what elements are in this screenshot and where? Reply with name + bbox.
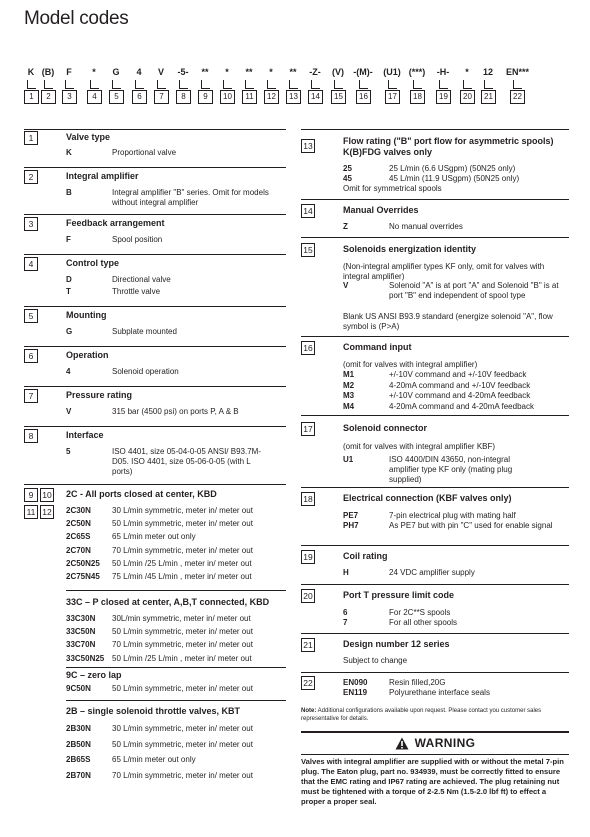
option-desc: ISO 4400/DIN 43650, non-integral amplifier type KF only (mating plug supplied) [389, 455, 513, 484]
bracket-connector [112, 80, 121, 89]
section-heading: Operation [66, 350, 109, 360]
option-code: M1 [343, 370, 355, 379]
divider [301, 129, 569, 130]
bracket-connector [135, 80, 144, 89]
option-desc: 70 L/min symmetric, meter in/ meter out [112, 545, 253, 555]
code-letter: * [92, 67, 96, 77]
divider [24, 254, 286, 255]
divider [66, 667, 286, 668]
divider [301, 336, 569, 337]
code-letter: (U1) [383, 67, 401, 77]
divider [301, 545, 569, 546]
model-code-position [456, 66, 478, 101]
section-heading: 2C - All ports closed at center, KBD [66, 489, 217, 499]
bracket-connector [484, 80, 493, 89]
section-number: 1 [24, 131, 38, 145]
model-code-position [194, 66, 216, 101]
divider [301, 415, 569, 416]
code-letter: ** [245, 67, 253, 77]
bracket-connector [201, 80, 210, 89]
section-heading: Interface [66, 430, 104, 440]
code-position-number: 16 [356, 90, 371, 104]
section-number: 14 [301, 204, 315, 218]
option-code: 2B30N [66, 724, 91, 733]
code-letter: G [112, 67, 120, 77]
section-heading: Feedback arrangement [66, 218, 165, 228]
option-desc: Proportional valve [112, 148, 177, 157]
option-code: V [343, 281, 349, 290]
option-desc: As PE7 but with pin "C" used for enable signal [389, 521, 553, 530]
section-number: 7 [24, 389, 38, 403]
section-number: 8 [24, 429, 38, 443]
option-code: B [66, 188, 72, 197]
option-desc: 50 L/min symmetric, meter in/ meter out [112, 739, 253, 749]
option-code: 5 [66, 447, 71, 456]
section-number: 17 [301, 422, 315, 436]
option-code: PH7 [343, 521, 359, 530]
divider [66, 700, 286, 701]
option-code: PE7 [343, 511, 359, 520]
section-heading: Port T pressure limit code [343, 590, 455, 600]
option-code: 2C70N [66, 545, 91, 555]
code-position-number: 18 [410, 90, 425, 104]
model-code-position [327, 66, 349, 101]
section-number: 4 [24, 257, 38, 271]
option-code: F [66, 235, 71, 244]
code-position-number: 12 [264, 90, 279, 104]
footnote-label: Note: [301, 708, 317, 714]
code-letter: -(M)- [353, 67, 373, 77]
model-code-position [105, 66, 127, 101]
option-code: M3 [343, 391, 355, 400]
option-desc: 30L/min symmetric, meter in/ meter out [112, 614, 251, 623]
option-code: 2C75N45 [66, 572, 100, 581]
code-position-number: 9 [198, 90, 213, 104]
code-position-number: 5 [109, 90, 124, 104]
bracket-connector [27, 80, 36, 89]
section-heading: Manual Overrides [343, 205, 419, 215]
option-code: 2B65S [66, 755, 91, 764]
section-number: 6 [24, 349, 38, 363]
code-letter: * [465, 67, 469, 77]
option-code: K [66, 148, 72, 157]
code-position-number: 19 [436, 90, 451, 104]
section-heading: Command input [343, 342, 412, 352]
option-code: 25 [343, 164, 352, 173]
code-letter: EN*** [506, 67, 530, 77]
section-number: 2 [24, 170, 38, 184]
model-code-position [172, 66, 194, 101]
section-number: 9 [24, 488, 38, 502]
code-letter: (V) [332, 67, 344, 77]
option-desc: 65 L/min meter out only [112, 755, 196, 764]
code-position-number: 2 [41, 90, 56, 104]
option-desc: For all other spools [389, 618, 458, 627]
code-letter: * [225, 67, 229, 77]
option-code: D [66, 275, 72, 284]
bracket-connector [439, 80, 448, 89]
option-desc: 75 L/min /45 L/min , meter in/ meter out [112, 572, 252, 581]
model-code-position [432, 66, 454, 101]
section-heading: Solenoids energization identity [343, 244, 477, 254]
section-heading: Electrical connection (KBF valves only) [343, 493, 512, 503]
divider [301, 633, 569, 634]
model-code-position [282, 66, 304, 101]
code-position-number: 21 [481, 90, 496, 104]
option-desc: 4-20mA command and 4-20mA feedback [389, 401, 534, 411]
option-code: 9C50N [66, 684, 91, 693]
divider [301, 199, 569, 200]
option-desc: 30 L/min symmetric, meter in/ meter out [112, 506, 253, 515]
divider [24, 129, 286, 130]
option-code: 4 [66, 367, 71, 376]
option-desc: Throttle valve [112, 287, 161, 296]
bracket-connector [65, 80, 74, 89]
model-code-position [58, 66, 80, 101]
option-desc: ISO 4401, size 05-04-0-05 ANSI/ B93.7M-D05. ISO 4401, size 05-06-0-05 (with L ports) [112, 447, 261, 476]
bracket-connector [179, 80, 188, 89]
section-number: 12 [40, 505, 54, 519]
model-code-position [128, 66, 150, 101]
option-desc: Solenoid operation [112, 367, 179, 376]
model-code-position [304, 66, 326, 101]
model-code-position [260, 66, 282, 101]
option-code: G [66, 327, 73, 336]
section-subtext: Subject to change [343, 656, 408, 665]
option-code: EN119 [343, 688, 368, 697]
option-desc: Polyurethane interface seals [389, 688, 490, 697]
option-desc: 50 L/min symmetric, meter in/ meter out [112, 519, 253, 529]
bracket-connector [311, 80, 320, 89]
option-code: 2C50N [66, 519, 91, 529]
section-number: 3 [24, 217, 38, 231]
model-code-position [381, 66, 403, 101]
divider [301, 672, 569, 673]
code-position-number: 15 [331, 90, 346, 104]
section-heading: Integral amplifier [66, 171, 139, 181]
section-number: 15 [301, 243, 315, 257]
section-number: 22 [301, 676, 315, 690]
bracket-connector [157, 80, 166, 89]
code-position-number: 14 [308, 90, 323, 104]
option-code: 2B50N [66, 739, 91, 749]
option-code: M2 [343, 380, 355, 390]
bracket-connector [289, 80, 298, 89]
option-desc: Subplate mounted [112, 327, 177, 336]
section-heading: Mounting [66, 310, 107, 320]
section-intro: (omit for valves with integral amplifier) [343, 360, 478, 369]
warning-header [300, 733, 570, 753]
divider [24, 426, 286, 427]
option-code: 2C30N [66, 506, 91, 515]
bracket-connector [44, 80, 53, 89]
section-intro: (Non-integral amplifier types KF only, omit for valves with integral amplifier) [343, 262, 545, 281]
spool-group-heading: 9C – zero lap [66, 670, 122, 680]
code-letter: K [27, 67, 35, 77]
option-code: U1 [343, 455, 354, 464]
option-desc: 30 L/min symmetric, meter in/ meter out [112, 724, 253, 733]
section-number: 13 [301, 139, 315, 153]
code-position-number: 3 [62, 90, 77, 104]
code-position-number: 10 [220, 90, 235, 104]
section-number: 21 [301, 638, 315, 652]
option-code: EN090 [343, 678, 368, 687]
section-number: 20 [301, 589, 315, 603]
option-code: 2C65S [66, 532, 91, 542]
code-position-number: 13 [286, 90, 301, 104]
code-position-number: 17 [385, 90, 400, 104]
section-number: 5 [24, 309, 38, 323]
code-letter: -5- [177, 67, 189, 77]
model-code-strip [20, 66, 565, 112]
section-heading: Flow rating ("B" port flow for asymmetric spools) K(B)FDG valves only [343, 136, 554, 157]
bracket-connector [267, 80, 276, 89]
code-letter: ** [289, 67, 297, 77]
code-position-number: 11 [242, 90, 257, 104]
code-position-number: 22 [510, 90, 525, 104]
section-number: 10 [40, 488, 54, 502]
option-desc: Resin filled,20G [389, 678, 446, 687]
divider [301, 237, 569, 238]
divider [301, 754, 569, 755]
option-code: 33C50N [66, 627, 96, 637]
option-desc: Integral amplifier "B" series. Omit for models without integral amplifier [112, 188, 269, 207]
model-code-position [506, 66, 530, 101]
code-letter: 12 [482, 67, 493, 77]
spool-group-heading: 2B – single solenoid throttle valves, KBT [66, 706, 241, 716]
code-letter: F [66, 67, 72, 77]
option-code: 33C30N [66, 614, 96, 623]
option-desc: 315 bar (4500 psi) on ports P, A & B [112, 407, 239, 416]
section-number: 18 [301, 492, 315, 506]
section-intro: (omit for valves with integral amplifier KBF) [343, 442, 496, 451]
option-code: 7 [343, 618, 348, 627]
option-code: 2C50N25 [66, 558, 100, 568]
model-code-position [216, 66, 238, 101]
bracket-connector [90, 80, 99, 89]
section-heading: Coil rating [343, 551, 388, 561]
option-code: 33C70N [66, 640, 96, 650]
section-heading: Valve type [66, 132, 111, 142]
code-position-number: 7 [154, 90, 169, 104]
option-code: 6 [343, 608, 348, 617]
code-letter: 4 [136, 67, 142, 77]
option-code: 33C50N25 [66, 653, 105, 663]
model-code-position [83, 66, 105, 101]
option-desc: No manual overrides [389, 222, 463, 231]
option-desc: 7-pin electrical plug with mating half [389, 511, 516, 520]
divider [66, 590, 286, 591]
footnote [301, 707, 563, 723]
code-letter: -H- [436, 67, 450, 77]
option-desc: 50 L/min symmetric, meter in/ meter out [112, 627, 253, 637]
divider [24, 167, 286, 168]
model-code-position [477, 66, 499, 101]
bracket-connector [463, 80, 472, 89]
option-desc: 50 L/min /25 L/min , meter in/ meter out [112, 558, 252, 568]
section-heading: Design number 12 series [343, 639, 450, 649]
code-position-number: 1 [24, 90, 39, 104]
warning-text: Valves with integral amplifier are supplied with or without the metal 7-pin plug. The Eaton plug, part no. 934939, must be correctly fitted to ensure that the EMC rating and IP67 rating are achieved. The plug retaining nut must be tightened with a torque of 2-2.5 Nm (1.5-2.0 lbf ft) to effect a proper a proper seal. [301, 757, 564, 806]
bracket-connector [513, 80, 522, 89]
code-letter: -Z- [309, 67, 321, 77]
section-heading: Control type [66, 258, 119, 268]
bracket-connector [359, 80, 368, 89]
divider [24, 214, 286, 215]
model-code-position [37, 66, 59, 101]
code-letter: ** [201, 67, 209, 77]
option-desc: 45 L/min (11.9 USgpm) (50N25 only) [389, 174, 520, 183]
spool-group-heading: 33C – P closed at center, A,B,T connected, KBD [66, 597, 270, 607]
bracket-connector [388, 80, 397, 89]
divider [24, 306, 286, 307]
divider [24, 346, 286, 347]
code-position-number: 6 [132, 90, 147, 104]
code-letter: V [157, 67, 164, 77]
model-code-position [352, 66, 374, 101]
option-code: H [343, 568, 349, 577]
option-desc: Solenoid "A" is at port "A" and Solenoid "B" is at port "B" end independent of spool type [389, 281, 559, 300]
bracket-connector [245, 80, 254, 89]
option-desc: 65 L/min meter out only [112, 532, 196, 542]
option-code: Z [343, 222, 348, 231]
divider [24, 484, 286, 485]
footnote-text: Additional configurations available upon request. Please contact you customer sales representative for details. [301, 708, 542, 722]
bracket-connector [223, 80, 232, 89]
option-desc: 24 VDC amplifier supply [389, 568, 475, 577]
code-position-number: 8 [176, 90, 191, 104]
section-number: 11 [24, 505, 38, 519]
section-footnote: Blank US ANSI B93.9 standard (energize solenoid "A", flow symbol is (P>A) [343, 312, 553, 331]
warning-title: WARNING [414, 736, 476, 750]
divider [24, 386, 286, 387]
section-footnote: Omit for symmetrical spools [343, 184, 442, 193]
page-title: Model codes [24, 8, 129, 29]
option-code: M4 [343, 401, 355, 411]
option-desc: Directional valve [112, 275, 171, 284]
option-desc: +/-10V command and +/-10V feedback [389, 370, 527, 379]
option-desc: 50 L/min /25 L/min , meter in/ meter out [112, 653, 252, 663]
option-desc: 70 L/min symmetric, meter in/ meter out [112, 770, 253, 780]
option-code: 2B70N [66, 770, 91, 780]
bracket-connector [413, 80, 422, 89]
code-letter: (***) [408, 67, 426, 77]
option-code: V [66, 407, 72, 416]
option-desc: 50 L/min symmetric, meter in/ meter out [112, 684, 253, 693]
section-heading: Pressure rating [66, 390, 133, 400]
option-desc: 70 L/min symmetric, meter in/ meter out [112, 640, 253, 650]
option-desc: +/-10V command and 4-20mA feedback [389, 391, 531, 400]
section-number: 19 [301, 550, 315, 564]
code-letter: (B) [41, 67, 55, 77]
section-number: 16 [301, 341, 315, 355]
code-position-number: 4 [87, 90, 102, 104]
option-code: 45 [343, 174, 352, 183]
model-code-position [238, 66, 260, 101]
bracket-connector [334, 80, 343, 89]
section-heading: Solenoid connector [343, 423, 428, 433]
option-desc: For 2C**S spools [389, 608, 451, 617]
code-position-number: 20 [460, 90, 475, 104]
model-code-position [406, 66, 428, 101]
option-desc: 25 L/min (6.6 USgpm) (50N25 only) [389, 164, 516, 173]
divider [301, 487, 569, 488]
option-desc: Spool position [112, 235, 163, 244]
option-code: T [66, 287, 71, 296]
warning-icon [395, 737, 409, 750]
divider [301, 584, 569, 585]
model-code-position [150, 66, 172, 101]
option-desc: 4-20mA command and +/-10V feedback [389, 380, 531, 390]
code-letter: * [269, 67, 273, 77]
